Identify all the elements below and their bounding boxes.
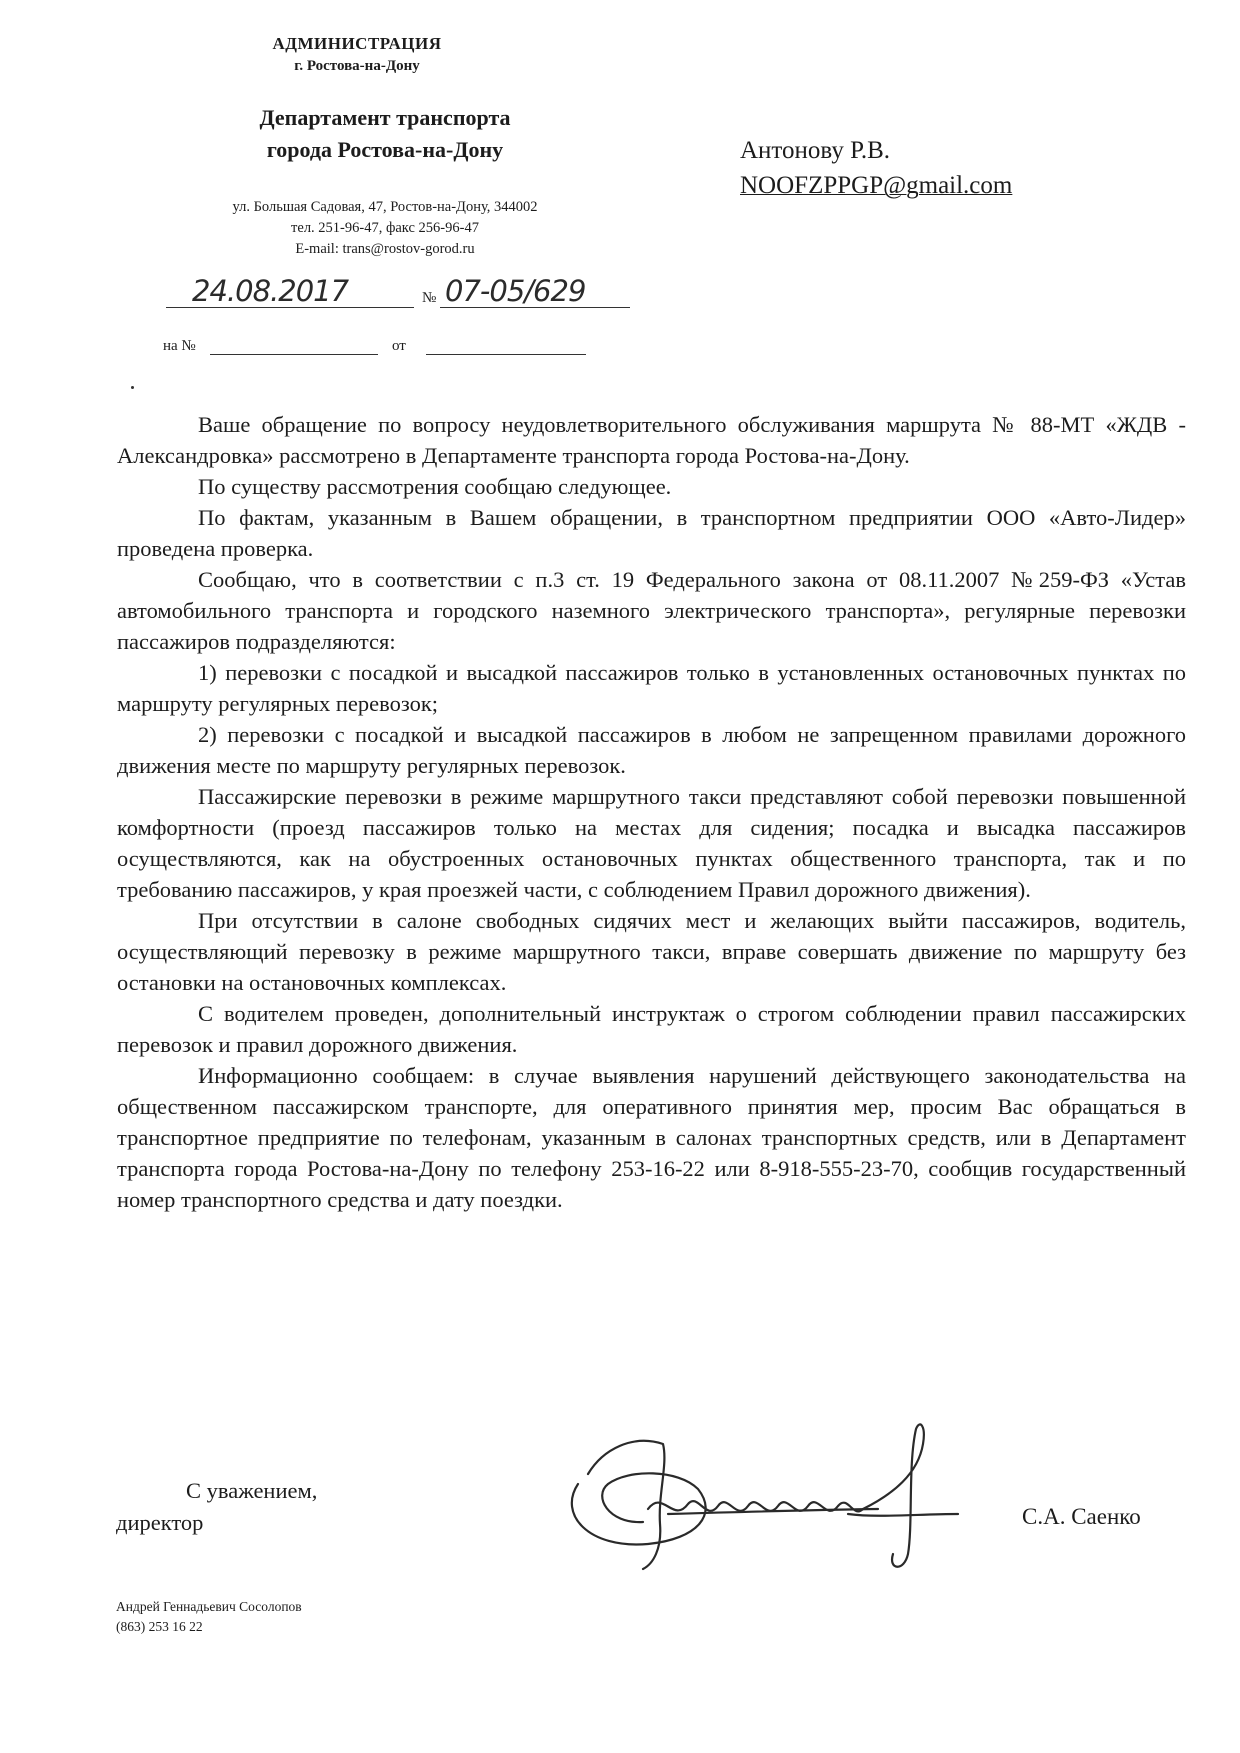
department-phones: тел. 251-96-47, факс 256-96-47 xyxy=(291,220,479,236)
department-address: ул. Большая Садовая, 47, Ростов-на-Дону, 344002 xyxy=(232,199,538,215)
department-name-line1: Департамент транспорта xyxy=(259,105,511,130)
paragraph-3: По фактам, указанным в Вашем обращении, в транспортном предприятии ООО «Авто-Лидер» проведена проверка. xyxy=(117,505,1186,561)
signer-name: С.А. Саенко xyxy=(1022,1504,1141,1529)
department-name-line2: города Ростова-на-Дону xyxy=(266,137,504,162)
administration-title: АДМИНИСТРАЦИЯ xyxy=(272,34,442,53)
paragraph-8: При отсутствии в салоне свободных сидячих мест и желающих выйти пассажиров, водитель, осуществляющий перевозку в режиме маршрутного такси, вправе совершать движение по маршруту без остановки на остановочных комплексах. xyxy=(117,908,1186,995)
paragraph-1: Ваше обращение по вопросу неудовлетворительного обслуживания маршрута № 88-МТ «ЖДВ - Александровка» рассмотрено в Департаменте транспорта города Ростова-на-Дону. xyxy=(117,412,1186,468)
paragraph-5: 1) перевозки с посадкой и высадкой пассажиров только в установленных остановочных пунктах по маршруту регулярных перевозок; xyxy=(117,660,1186,716)
reference-number-label: на № xyxy=(163,338,196,354)
reference-date-label: от xyxy=(392,338,406,354)
executor-phone: (863) 253 16 22 xyxy=(116,1619,203,1634)
signer-position: директор xyxy=(116,1510,204,1535)
paragraph-9: С водителем проведен, дополнительный инструктаж о строгом соблюдении правил пассажирских перевозок и правил дорожного движения. xyxy=(117,1001,1186,1057)
registration-number-label: № xyxy=(422,290,437,306)
paragraph-10: Информационно сообщаем: в случае выявления нарушений действующего законодательства на общественном пассажирском транспорте, для оперативного принятия мер, просим Вас обращаться в транспортное предприятие по телефонам, указанным в салонах транспортных средств, или в Департамент транспорта города Ростова-на-Дону по телефону 253-16-22 или 8-918-555-23-70, сообщив государственный номер транспортного средства и дату поездки. xyxy=(117,1063,1186,1212)
paragraph-6: 2) перевозки с посадкой и высадкой пассажиров в любом не запрещенном правилами дорожного движения месте по маршруту регулярных перевозок. xyxy=(117,722,1186,778)
reference-date-blank xyxy=(426,354,586,355)
paragraph-4: Сообщаю, что в соответствии с п.3 ст. 19 Федерального закона от 08.11.2007 №259-ФЗ «Устав автомобильного транспорта и городского наземного электрического транспорта», регулярные перевозки пассажиров подразделяются: xyxy=(117,567,1186,654)
handwritten-signature xyxy=(548,1414,1008,1574)
department-email: E-mail: trans@rostov-gorod.ru xyxy=(295,241,475,257)
administration-city: г. Ростова-на-Дону xyxy=(294,58,420,74)
recipient-email: NOOFZPPGP@gmail.com xyxy=(740,172,1013,199)
scan-dot xyxy=(131,386,134,389)
closing-salutation: С уважением, xyxy=(186,1478,318,1503)
recipient-name: Антонову Р.В. xyxy=(740,137,891,164)
paragraph-2: По существу рассмотрения сообщаю следующее. xyxy=(198,474,672,499)
paragraph-7: Пассажирские перевозки в режиме маршрутного такси представляют собой перевозки повышенной комфортности (проезд пассажиров только на местах для сидения; посадка и высадка пассажиров осуществляются, как на обустроенных остановочных пунктах общественного транспорта, так и по требованию пассажиров, у края проезжей части, с соблюдением Правил дорожного движения). xyxy=(117,784,1186,902)
reference-number-blank xyxy=(210,354,378,355)
executor-name: Андрей Геннадьевич Сосолопов xyxy=(116,1599,302,1614)
registration-date: 24.08.2017 xyxy=(192,274,349,308)
letter-body xyxy=(117,409,1186,1215)
registration-number: 07-05/629 xyxy=(445,274,586,308)
